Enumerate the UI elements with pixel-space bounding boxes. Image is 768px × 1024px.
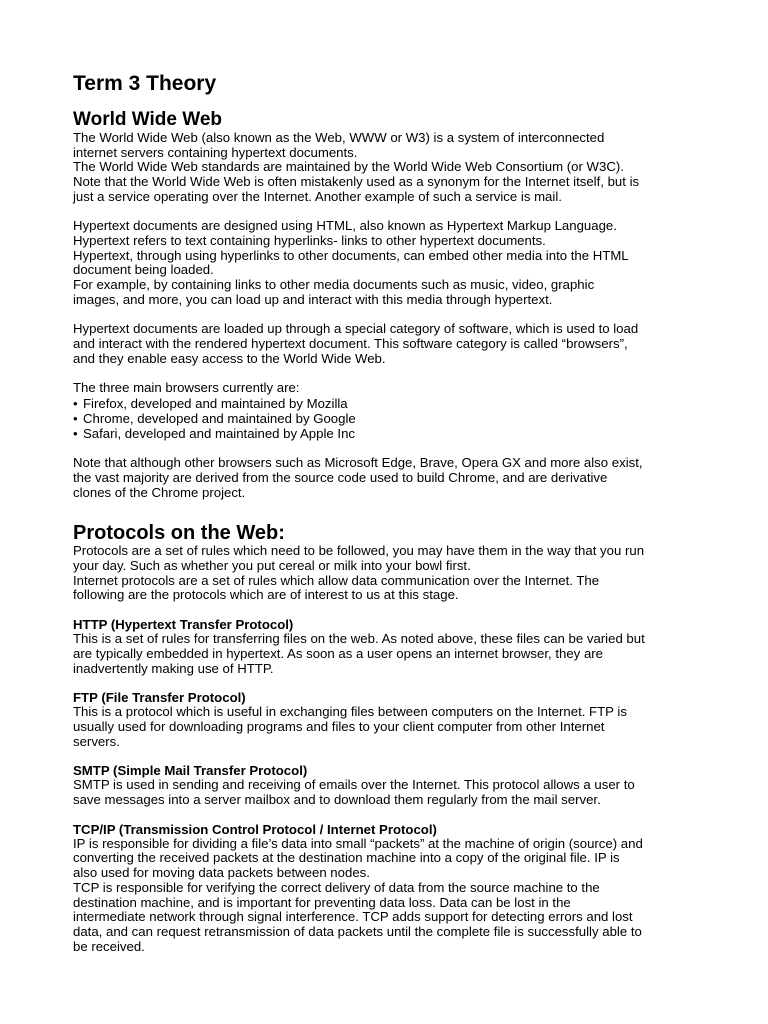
ftp-body: This is a protocol which is useful in exchanging files between computers on the Internet. FTP is usually used for downloading programs and files to your client computer from other Internet servers.: [73, 704, 627, 749]
www-paragraph-3: Hypertext documents are loaded up through a special category of software, which is used to load and interact with the rendered hypertext document. This software category is called “browsers”, and they enable easy access to the World Wide Web.: [73, 321, 639, 366]
www-paragraph-4: Note that although other browsers such as Microsoft Edge, Brave, Opera GX and more also exist, the vast majority are derived from the source code used to build Chrome, and are derivative clones of the Chrome project.: [73, 455, 643, 500]
browsers-list: [73, 396, 703, 442]
browser-item-safari: • Safari, developed and maintained by Apple Inc: [73, 426, 703, 441]
browsers-intro: The three main browsers currently are:: [73, 379, 300, 395]
section-heading-protocols: Protocols on the Web:: [73, 522, 285, 545]
subheading-ftp: FTP (File Transfer Protocol): [73, 690, 246, 706]
document-title: Term 3 Theory: [73, 72, 217, 95]
browser-item-chrome: • Chrome, developed and maintained by Google: [73, 411, 703, 426]
www-paragraph-1: The World Wide Web (also known as the Web, WWW or W3) is a system of interconnected internet servers containing hypertext documents. The World Wide Web standards are maintained by the World Wide Web Consortium (or W3C). Note that the World Wide Web is often mistakenly used as a synonym for the Internet itself, but is just a service operating over the Internet. Another example of such a service is mail.: [73, 130, 640, 204]
smtp-body: SMTP is used in sending and receiving of emails over the Internet. This protocol allows a user to save messages into a server mailbox and to download them regularly from the mail server.: [73, 777, 635, 808]
browser-item-firefox: • Firefox, developed and maintained by Mozilla: [73, 396, 703, 411]
section-heading-www: World Wide Web: [73, 109, 223, 130]
subheading-smtp: SMTP (Simple Mail Transfer Protocol): [73, 763, 308, 779]
subheading-tcpip: TCP/IP (Transmission Control Protocol / Internet Protocol): [73, 821, 437, 837]
www-paragraph-2: Hypertext documents are designed using HTML, also known as Hypertext Markup Language. Hypertext refers to text containing hyperlinks- links to other hypertext documents. Hypertext, through using hyperlinks to other documents, can embed other media into the HTML document being loaded. For example, by containing links to other media documents such as music, video, graphic images, and more, you can load up and interact with this media through hypertext.: [73, 218, 629, 307]
document-page: [73, 70, 703, 954]
http-body: This is a set of rules for transferring files on the web. As noted above, these files can be varied but are typically embedded in hypertext. As soon as a user opens an internet browser, they are inadvertently making use of HTTP.: [73, 631, 645, 676]
subheading-http: HTTP (Hypertext Transfer Protocol): [73, 617, 294, 633]
tcpip-body: IP is responsible for dividing a file’s data into small “packets” at the machine of origin (source) and converting the received packets at the destination machine into a copy of the original file. IP is also used for moving data packets between nodes. TCP is responsible for verifying the correct delivery of data from the source machine to the destination machine, and is important for preventing data loss. Data can be lost in the intermediate network through signal interference. TCP adds support for detecting errors and lost data, and can request retransmission of data packets until the complete file is successfully able to be received.: [73, 835, 643, 954]
protocols-intro: Protocols are a set of rules which need to be followed, you may have them in the way that you run your day. Such as whether you put cereal or milk into your bowl first. Internet protocols are a set of rules which allow data communication over the Internet. The following are the protocols which are of interest to us at this stage.: [73, 543, 645, 603]
